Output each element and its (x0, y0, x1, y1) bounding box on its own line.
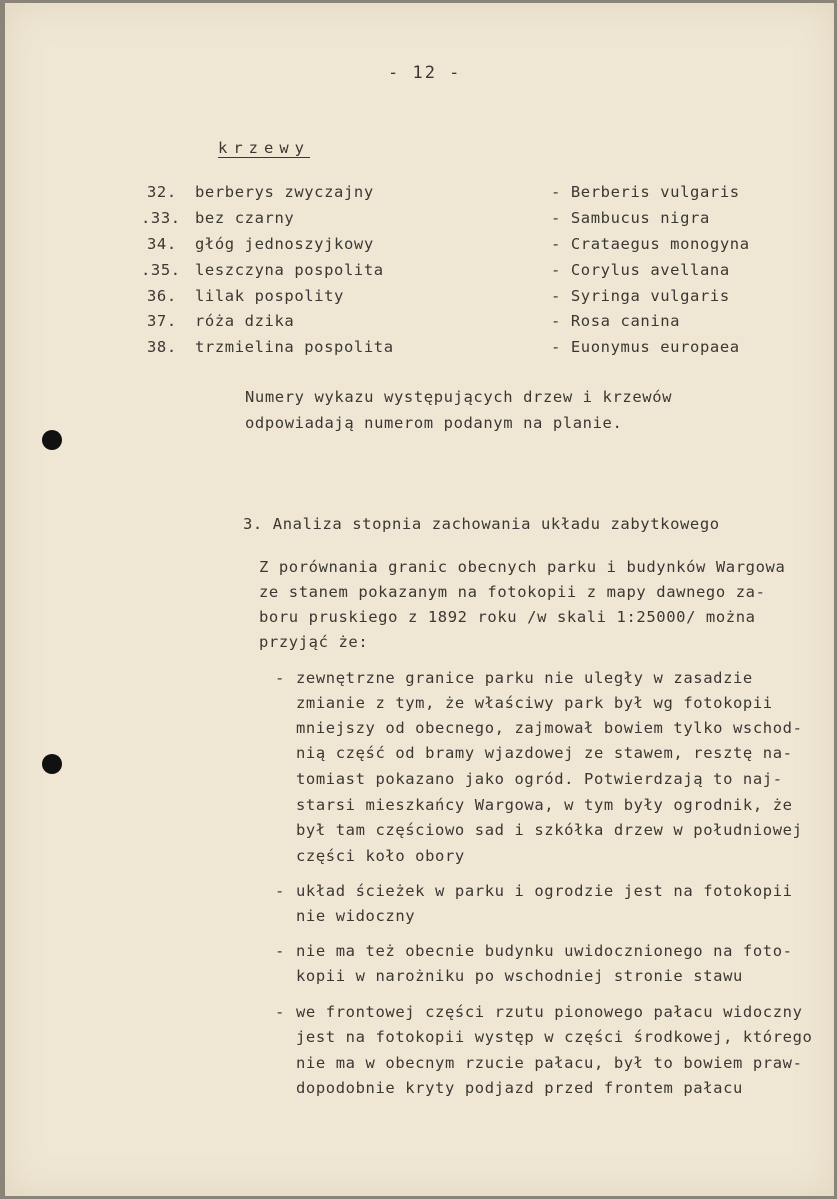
punch-hole-bottom (42, 754, 62, 774)
latin-name: - Corylus avellana (551, 261, 730, 279)
bullet-line: nią część od bramy wjazdowej ze stawem, resztę na- (296, 744, 793, 762)
polish-name: lilak pospolity (195, 287, 344, 305)
bullet-line: zmianie z tym, że właściwy park był wg fotokopii (296, 694, 773, 712)
polish-name: trzmielina pospolita (195, 338, 394, 356)
item-number: .33. (141, 209, 181, 227)
bullet-line: nie ma też obecnie budynku uwidocznionego na foto- (296, 942, 793, 960)
latin-name: - Sambucus nigra (551, 209, 710, 227)
bullet-dash: - (275, 882, 285, 900)
bullet-line: we frontowej części rzutu pionowego pałacu widoczny (296, 1003, 803, 1021)
latin-name: - Syringa vulgaris (551, 287, 730, 305)
polish-name: berberys zwyczajny (195, 183, 374, 201)
bullet-line: układ ścieżek w parku i ogrodzie jest na fotokopii (296, 882, 793, 900)
bullet-dash: - (275, 669, 285, 687)
bullet-line: był tam częściowo sad i szkółka drzew w południowej (296, 821, 803, 839)
bullet-line: starsi mieszkańcy Wargowa, w tym były ogrodnik, że (296, 796, 793, 814)
punch-hole-top (42, 430, 62, 450)
item-number: 34. (147, 235, 177, 253)
bullet-line: jest na fotokopii występ w części środkowej, którego (296, 1028, 813, 1046)
paragraph-line: Z porównania granic obecnych parku i budynków Wargowa (259, 558, 786, 576)
item-number: 32. (147, 183, 177, 201)
bullet-line: części koło obory (296, 847, 465, 865)
bullet-line: tomiast pokazano jako ogród. Potwierdzają to naj- (296, 770, 783, 788)
latin-name: - Crataegus monogyna (551, 235, 750, 253)
polish-name: róża dzika (195, 312, 295, 330)
item-number: .35. (141, 261, 181, 279)
bullet-line: dopodobnie kryty podjazd przed frontem pałacu (296, 1079, 743, 1097)
bullet-line: zewnętrzne granice parku nie uległy w zasadzie (296, 669, 753, 687)
item-number: 36. (147, 287, 177, 305)
latin-name: - Rosa canina (551, 312, 681, 330)
bullet-line: kopii w narożniku po wschodniej stronie stawu (296, 967, 743, 985)
polish-name: leszczyna pospolita (195, 261, 384, 279)
section-heading: krzewy (218, 139, 310, 157)
section-title: 3. Analiza stopnia zachowania układu zabytkowego (243, 515, 720, 533)
polish-name: bez czarny (195, 209, 295, 227)
latin-name: - Berberis vulgaris (551, 183, 740, 201)
paragraph-line: przyjąć że: (259, 633, 369, 651)
bullet-line: nie ma w obecnym rzucie pałacu, był to bowiem praw- (296, 1054, 803, 1072)
note-line: odpowiadają numerom podanym na planie. (245, 414, 623, 432)
bullet-line: mniejszy od obecnego, zajmował bowiem tylko wschod- (296, 719, 803, 737)
polish-name: głóg jednoszyjkowy (195, 235, 374, 253)
bullet-dash: - (275, 1003, 285, 1021)
document-page (5, 3, 834, 1196)
item-number: 37. (147, 312, 177, 330)
latin-name: - Euonymus europaea (551, 338, 740, 356)
bullet-line: nie widoczny (296, 907, 416, 925)
bullet-dash: - (275, 942, 285, 960)
paragraph-line: boru pruskiego z 1892 roku /w skali 1:25000/ można (259, 608, 756, 626)
page-number: - 12 - (388, 63, 462, 83)
item-number: 38. (147, 338, 177, 356)
paragraph-line: ze stanem pokazanym na fotokopii z mapy dawnego za- (259, 583, 766, 601)
note-line: Numery wykazu występujących drzew i krzewów (245, 388, 673, 406)
